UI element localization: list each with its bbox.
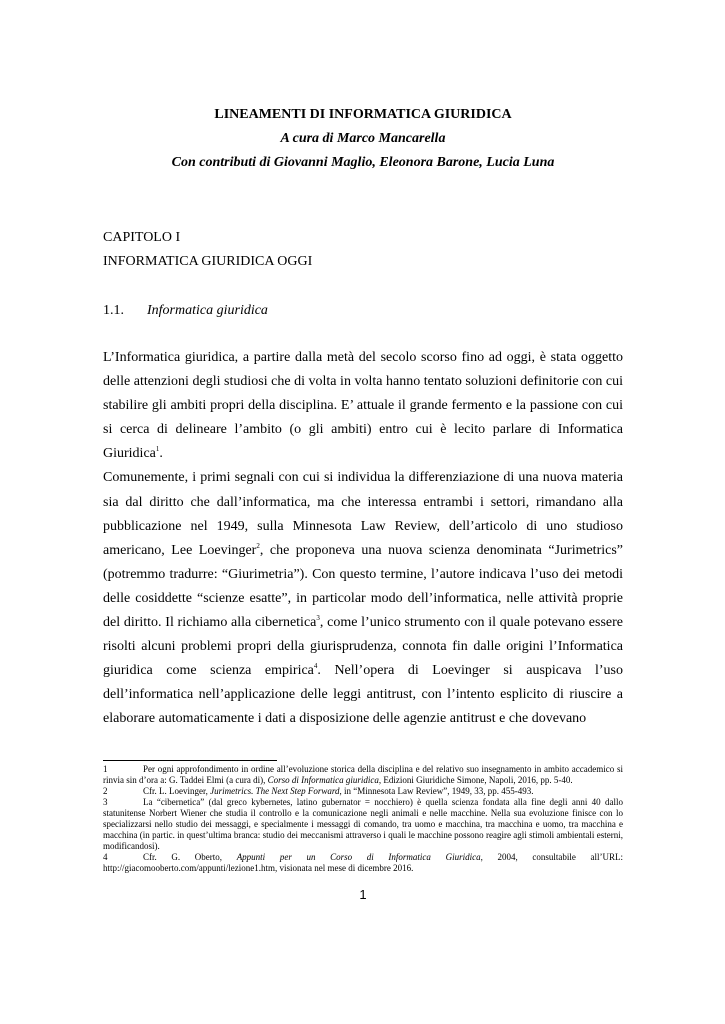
footnote-2-text-b: , in “Minnesota Law Review”, 1949, 33, pp. 455-493. — [339, 786, 534, 796]
document-page — [103, 0, 623, 1024]
footnotes — [103, 764, 623, 874]
footnote-4-text-a: Cfr. G. Oberto, — [143, 852, 237, 862]
footnote-1-text-b: , Edizioni Giuridiche Simone, Napoli, 2016, pp. 5-40. — [378, 775, 573, 785]
document-editor: A cura di Marco Mancarella — [280, 131, 446, 146]
footnote-ref-2[interactable]: 2 — [256, 541, 260, 550]
paragraph-2-text-d: . Nell’opera di Loevinger si auspicava l’uso dell’informatica nell’applicazione delle leggi antitrust, con l’intento esplicito di riuscire a elaborare automaticamente i dati a disposizione delle agenzie antitrust e che dovevano — [103, 663, 623, 727]
footnote-1-text-a: Per ogni approfondimento in ordine all’evoluzione storica della disciplina e del relativo suo insegnamento in ambito accademico si rinvia sin d’ora a: G. Taddei Elmi (a cura di), — [103, 764, 623, 785]
footnote-2-title: Jurimetrics. The Next Step Forward — [210, 786, 340, 796]
section-heading — [103, 299, 268, 323]
chapter-heading — [103, 226, 312, 274]
chapter-title: INFORMATICA GIURIDICA OGGI — [103, 254, 313, 269]
section-number: 1.1. — [103, 303, 124, 318]
footnote-1 — [103, 764, 623, 786]
footnote-4-text-b: , 2004, consultabile all’URL: http://giacomooberto.com/appunti/lezione1.htm, visionata nel mese di dicembre 2016. — [103, 852, 624, 873]
paragraph-2-text-b: , che proponeva una nuova scienza denominata “Jurimetrics” (potremmo tradurre: “Giurimetria”). Con questo termine, l’autore indicava l’uso dei metodi delle cosiddette “scienze esatte”, in particolar modo dell’informatica, nelle attività proprie del diritto. Il richiamo alla cibernetica — [103, 542, 624, 631]
paragraph-1-end: . — [159, 446, 163, 462]
paragraph-1-text: L’Informatica giuridica, a partire dalla metà del secolo scorso fino ad oggi, è stata oggetto delle attenzioni degli studiosi che di volta in volta hanno tentato soluzioni definitorie con cui stabilire gli ambiti propri della disciplina. E’ attuale il grande fermento e la passione con cui si cerca di delineare l’ambito (o gli ambiti) entro cui è lecito parlare di Informatica Giuridica — [103, 350, 623, 462]
footnote-ref-4[interactable]: 4 — [313, 662, 318, 671]
footnote-1-title: Corso di Informatica giuridica — [267, 775, 379, 785]
footnote-4 — [103, 852, 623, 874]
footnote-2-number: 2 — [103, 786, 108, 796]
footnote-2 — [103, 786, 623, 797]
footnote-ref-3[interactable]: 3 — [316, 614, 320, 623]
chapter-label: CAPITOLO I — [103, 230, 181, 245]
paragraph-1 — [103, 346, 623, 466]
page-number: 1 — [359, 887, 367, 902]
footnote-2-text-a: Cfr. L. Loevinger, — [143, 786, 211, 796]
footnote-3 — [103, 797, 623, 852]
paragraph-2 — [103, 466, 623, 731]
footnote-3-text: La “cibernetica” (dal greco kybernetes, latino gubernator = nocchiero) è quella scienza fondata alla fine degli anni 40 dallo statunitense Norbert Wiener che studia il controllo e la comunicazione negli animali e nelle macchine. Nella sua evoluzione finisce con lo specializzarsi nello studio dei messaggi, e specialmente i messaggi di comando, tra uomo e macchina, tra macchina e uomo, tra macchina e macchina (in partic. in quest’ultima branca: studio dei meccanismi attraverso i quali le macchine possono reagire agli stimoli ambientali esterni, modificandosi). — [103, 797, 623, 851]
paragraph-2-text-a: Comunemente, i primi segnali con cui si individua la differenziazione di una nuova materia sia dal diritto che dall’informatica, ma che interessa entrambi i settori, rimandano alla pubblicazione nel 1949, sulla Minnesota Law Review, dell’articolo di uno studioso americano, Lee Loevinger — [103, 470, 623, 558]
footnote-3-number: 3 — [103, 797, 108, 807]
document-header — [103, 103, 623, 175]
footnote-separator — [103, 760, 277, 761]
document-title: LINEAMENTI DI INFORMATICA GIURIDICA — [214, 107, 512, 122]
paragraph-2-text-c: , come l’unico strumento con il quale potevano essere risolti alcuni problemi propri della giurisprudenza, connota fin dalle origini l’Informatica giuridica come scienza empirica — [103, 615, 624, 679]
footnote-4-number: 4 — [103, 852, 108, 862]
footnote-4-title: Appunti per un Corso di Informatica Giuridica — [236, 852, 481, 862]
body-text — [103, 346, 623, 732]
footnote-1-number: 1 — [103, 764, 108, 774]
footnote-ref-1[interactable]: 1 — [155, 445, 160, 454]
document-contributors: Con contributi di Giovanni Maglio, Eleonora Barone, Lucia Luna — [171, 155, 555, 170]
section-title: Informatica giuridica — [147, 303, 268, 318]
